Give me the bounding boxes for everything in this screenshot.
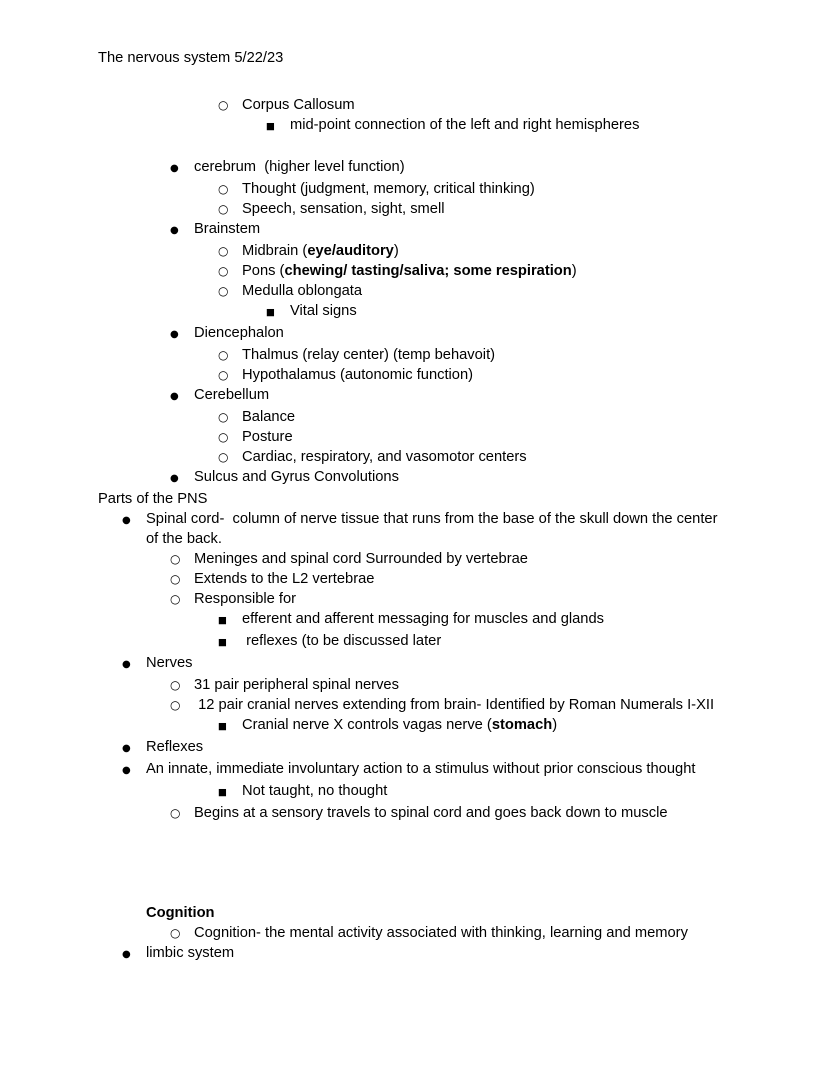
list-item <box>98 365 728 385</box>
list-item <box>98 345 728 365</box>
disc-bullet-icon: ● <box>122 659 131 670</box>
list-item-text: Thought (judgment, memory, critical thinking) <box>242 181 535 197</box>
list-item-text: Hypothalamus (autonomic function) <box>242 367 474 383</box>
square-bullet-icon: ■ <box>218 787 227 798</box>
list-item-text: Diencephalon <box>194 325 284 341</box>
list-item-text: Pons (chewing/ tasting/saliva; some respiration) <box>242 263 577 279</box>
disc-bullet-icon: ● <box>122 515 131 526</box>
list-item-text: Balance <box>242 409 296 425</box>
title-spacer <box>98 68 728 95</box>
list-item <box>98 467 728 489</box>
list-item-text: Reflexes <box>146 739 204 755</box>
disc-bullet-icon: ● <box>122 949 131 960</box>
square-bullet-icon: ■ <box>218 637 227 648</box>
list-item-text: Cardiac, respiratory, and vasomotor centers <box>242 449 527 465</box>
list-item <box>98 781 728 803</box>
document-title: The nervous system 5/22/23 <box>98 50 284 66</box>
list-item <box>98 157 728 179</box>
circle-bullet-icon: ○ <box>218 202 229 216</box>
list-item <box>98 803 728 823</box>
list-item <box>98 301 728 323</box>
square-bullet-icon: ■ <box>266 121 275 132</box>
list-item <box>98 509 728 549</box>
list-item-text: Parts of the PNS <box>98 491 208 507</box>
list-item <box>98 695 728 715</box>
circle-bullet-icon: ○ <box>218 430 229 444</box>
circle-bullet-icon: ○ <box>218 450 229 464</box>
list-item <box>98 323 728 345</box>
document-body <box>98 95 728 965</box>
list-item-text: Nerves <box>146 655 193 671</box>
list-item-text: Extends to the L2 vertebrae <box>194 571 375 587</box>
circle-bullet-icon: ○ <box>170 806 181 820</box>
circle-bullet-icon: ○ <box>218 182 229 196</box>
blank-line <box>98 863 728 883</box>
list-item <box>98 219 728 241</box>
list-item <box>98 943 728 965</box>
list-item-text: Cranial nerve X controls vagas nerve (stomach) <box>242 717 558 733</box>
list-item-text: Posture <box>242 429 293 445</box>
square-bullet-icon: ■ <box>266 307 275 318</box>
list-item <box>98 589 728 609</box>
circle-bullet-icon: ○ <box>170 678 181 692</box>
list-item <box>98 241 728 261</box>
list-item-text: limbic system <box>146 945 235 961</box>
list-item <box>98 631 728 653</box>
disc-bullet-icon: ● <box>170 329 179 340</box>
list-item <box>98 427 728 447</box>
circle-bullet-icon: ○ <box>218 348 229 362</box>
list-item-text: Vital signs <box>290 303 357 319</box>
list-item-text: Midbrain (eye/auditory) <box>242 243 399 259</box>
list-item-text: An innate, immediate involuntary action to a stimulus without prior conscious thought <box>146 761 696 777</box>
list-item-text: Spinal cord- column of nerve tissue that runs from the base of the skull down the center of the back. <box>146 511 722 547</box>
list-item <box>98 653 728 675</box>
circle-bullet-icon: ○ <box>170 926 181 940</box>
circle-bullet-icon: ○ <box>218 264 229 278</box>
list-item <box>98 407 728 427</box>
list-item <box>98 923 728 943</box>
list-item-text: Cerebellum <box>194 387 270 403</box>
circle-bullet-icon: ○ <box>218 284 229 298</box>
list-item-text: Responsible for <box>194 591 297 607</box>
list-item-text: Not taught, no thought <box>242 783 388 799</box>
square-bullet-icon: ■ <box>218 615 227 626</box>
blank-line <box>98 137 728 157</box>
list-item-text: efferent and afferent messaging for muscles and glands <box>242 611 604 627</box>
list-item <box>98 715 728 737</box>
disc-bullet-icon: ● <box>170 473 179 484</box>
list-item <box>98 115 728 137</box>
disc-bullet-icon: ● <box>170 391 179 402</box>
circle-bullet-icon: ○ <box>170 592 181 606</box>
blank-line <box>98 823 728 843</box>
disc-bullet-icon: ● <box>170 225 179 236</box>
list-item-text: Cognition <box>146 905 215 921</box>
circle-bullet-icon: ○ <box>170 552 181 566</box>
circle-bullet-icon: ○ <box>218 98 229 112</box>
circle-bullet-icon: ○ <box>218 368 229 382</box>
list-item-text: Corpus Callosum <box>242 97 355 113</box>
list-item-text: 31 pair peripheral spinal nerves <box>194 677 399 693</box>
list-item <box>98 675 728 695</box>
list-item-text: Cognition- the mental activity associated with thinking, learning and memory <box>194 925 688 941</box>
list-item <box>98 609 728 631</box>
list-item <box>98 447 728 467</box>
circle-bullet-icon: ○ <box>218 410 229 424</box>
list-item <box>98 759 728 781</box>
blank-line <box>98 843 728 863</box>
list-item-text: reflexes (to be discussed later <box>242 633 442 649</box>
list-item <box>98 281 728 301</box>
list-item-text: Sulcus and Gyrus Convolutions <box>194 469 399 485</box>
blank-line <box>98 883 728 903</box>
list-item-text: Brainstem <box>194 221 261 237</box>
list-item-text: Speech, sensation, sight, smell <box>242 201 445 217</box>
list-item-text: Begins at a sensory travels to spinal cord and goes back down to muscle <box>194 805 668 821</box>
list-item-text: Thalmus (relay center) (temp behavoit) <box>242 347 496 363</box>
list-item-text: Medulla oblongata <box>242 283 363 299</box>
list-item <box>98 569 728 589</box>
disc-bullet-icon: ● <box>170 163 179 174</box>
list-item <box>98 199 728 219</box>
list-item-text: cerebrum (higher level function) <box>194 159 405 175</box>
disc-bullet-icon: ● <box>122 743 131 754</box>
square-bullet-icon: ■ <box>218 721 227 732</box>
circle-bullet-icon: ○ <box>170 698 181 712</box>
list-item <box>98 903 728 923</box>
list-item <box>98 737 728 759</box>
list-item <box>98 179 728 199</box>
list-item <box>98 95 728 115</box>
list-item-text: Meninges and spinal cord Surrounded by vertebrae <box>194 551 528 567</box>
disc-bullet-icon: ● <box>122 765 131 776</box>
list-item-text: 12 pair cranial nerves extending from brain- Identified by Roman Numerals I-XII <box>194 697 715 713</box>
circle-bullet-icon: ○ <box>170 572 181 586</box>
list-item <box>98 385 728 407</box>
circle-bullet-icon: ○ <box>218 244 229 258</box>
list-item <box>98 261 728 281</box>
list-item <box>98 489 728 509</box>
list-item <box>98 549 728 569</box>
list-item-text: mid-point connection of the left and right hemispheres <box>290 117 640 133</box>
